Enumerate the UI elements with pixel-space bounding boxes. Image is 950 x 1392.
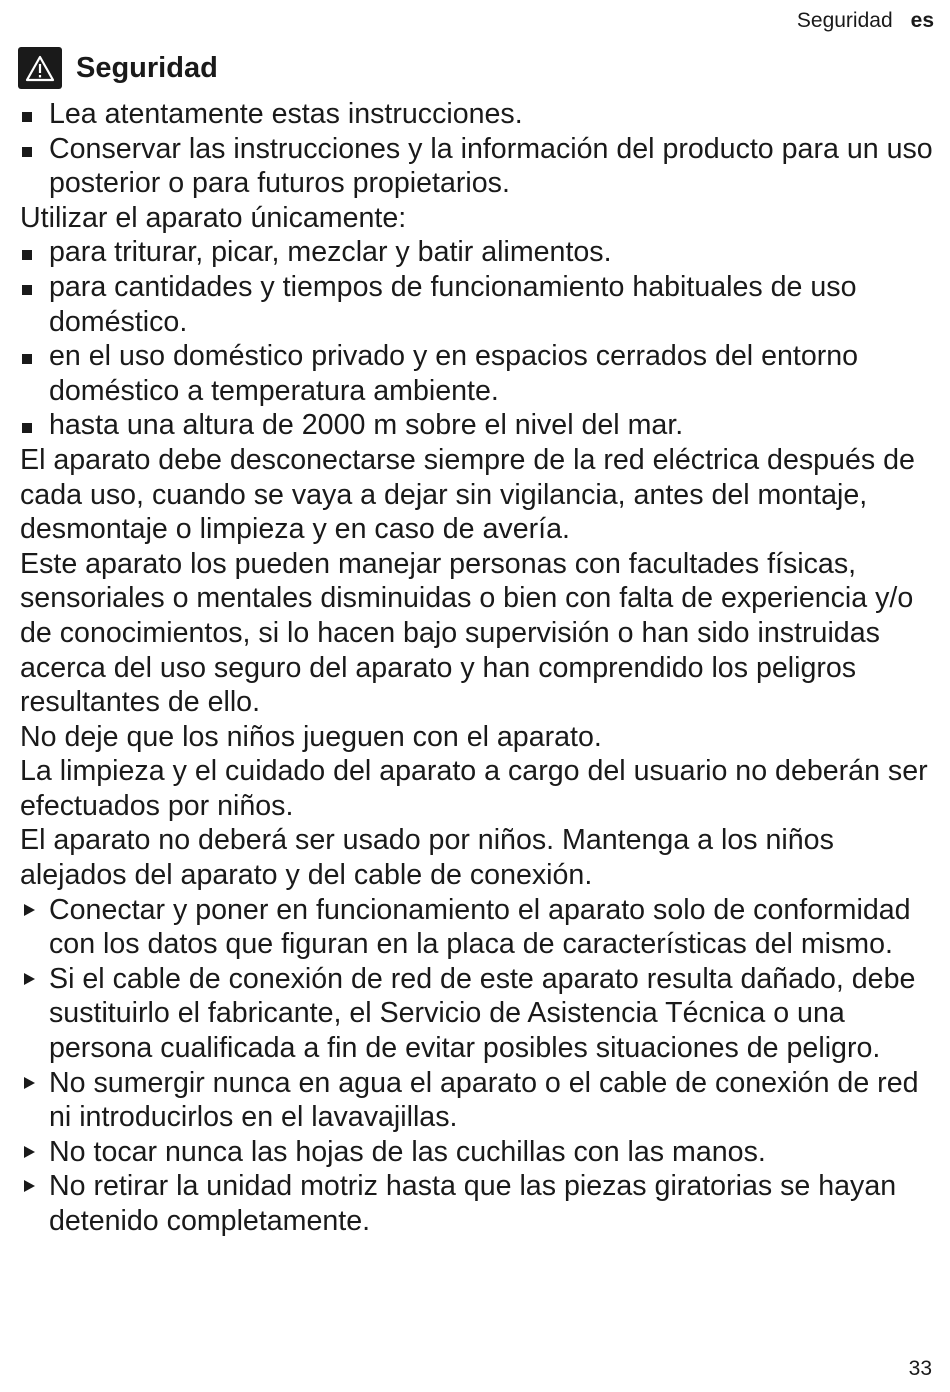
list-item: para triturar, picar, mezclar y batir alimentos. bbox=[20, 235, 935, 270]
instruction-item: No tocar nunca las hojas de las cuchillas con las manos. bbox=[20, 1135, 935, 1170]
safety-content bbox=[20, 97, 935, 1239]
header-language-code: es bbox=[910, 9, 934, 32]
paragraph: No deje que los niños jueguen con el aparato. bbox=[20, 720, 602, 753]
running-header bbox=[797, 8, 934, 34]
warning-triangle-icon bbox=[18, 47, 62, 89]
page-number: 33 bbox=[908, 1357, 932, 1380]
list-item: Conservar las instrucciones y la información del producto para un uso posterior o para futuros propietarios. bbox=[20, 132, 935, 201]
section-title: Seguridad bbox=[76, 52, 218, 84]
paragraph: Este aparato los pueden manejar personas con facultades físicas, sensoriales o mentales disminuidas o bien con falta de experiencia y/o de conocimientos, si lo hacen bajo supervisión o han sido instruidas acerca del uso seguro del aparato y han comprendido los peligros resultantes de ello. bbox=[20, 547, 914, 719]
list-item: Lea atentamente estas instrucciones. bbox=[20, 97, 935, 132]
list-item: para cantidades y tiempos de funcionamiento habituales de uso doméstico. bbox=[20, 270, 935, 339]
paragraph: El aparato no deberá ser usado por niños. Mantenga a los niños alejados del aparato y del cable de conexión. bbox=[20, 824, 834, 892]
paragraph: Utilizar el aparato únicamente: bbox=[20, 201, 407, 234]
section-heading bbox=[18, 46, 218, 90]
list-item: en el uso doméstico privado y en espacios cerrados del entorno doméstico a temperatura ambiente. bbox=[20, 339, 935, 408]
header-section-label: Seguridad bbox=[796, 9, 893, 32]
instruction-item: No sumergir nunca en agua el aparato o el cable de conexión de red ni introducirlos en el lavavajillas. bbox=[20, 1066, 935, 1135]
instruction-item: Si el cable de conexión de red de este aparato resulta dañado, debe sustituirlo el fabricante, el Servicio de Asistencia Técnica o una persona cualificada a fin de evitar posibles situaciones de peligro. bbox=[20, 962, 935, 1066]
instruction-item: Conectar y poner en funcionamiento el aparato solo de conformidad con los datos que figuran en la placa de características del mismo. bbox=[20, 893, 935, 962]
instruction-item: No retirar la unidad motriz hasta que las piezas giratorias se hayan detenido completamente. bbox=[20, 1169, 935, 1238]
list-item: hasta una altura de 2000 m sobre el nivel del mar. bbox=[20, 408, 935, 443]
paragraph: La limpieza y el cuidado del aparato a cargo del usuario no deberán ser efectuados por niños. bbox=[20, 755, 928, 822]
paragraph: El aparato debe desconectarse siempre de la red eléctrica después de cada uso, cuando se vaya a dejar sin vigilancia, antes del montaje, desmontaje o limpieza y en caso de avería. bbox=[20, 443, 915, 546]
